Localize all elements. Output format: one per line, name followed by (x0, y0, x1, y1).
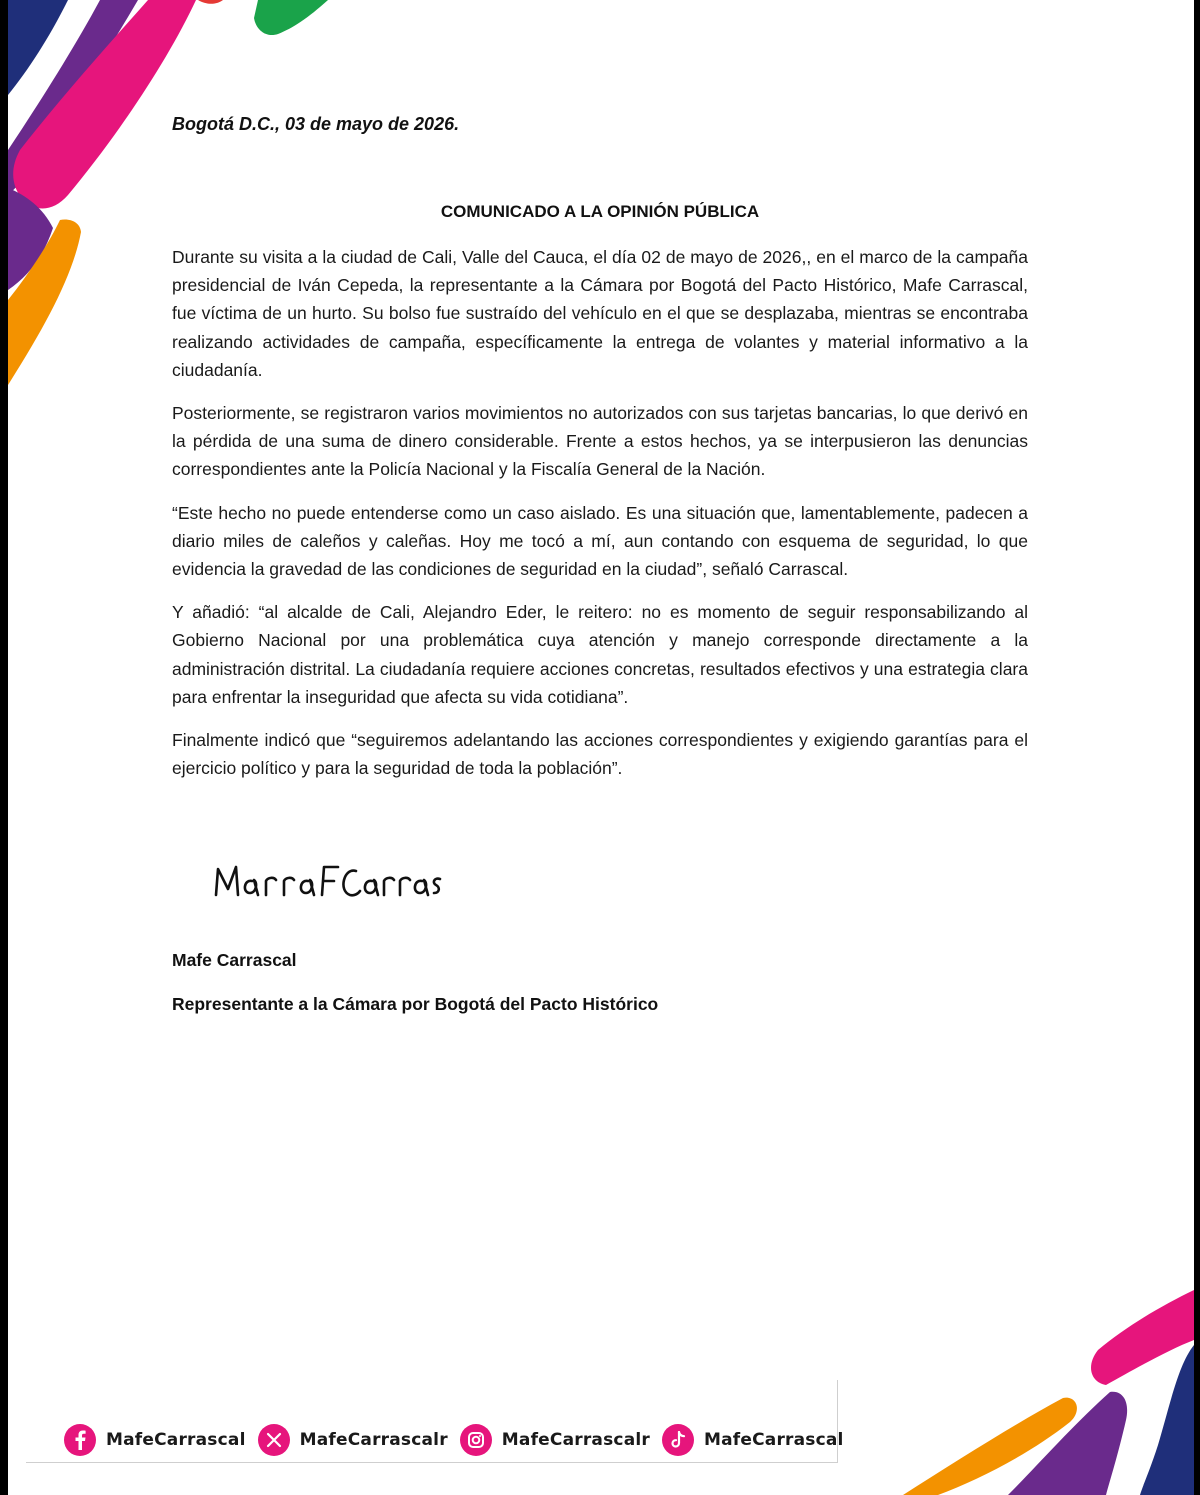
letter-title: COMUNICADO A LA OPINIÓN PÚBLICA (440, 202, 760, 221)
x-icon (258, 1424, 290, 1456)
letter-date: Bogotá D.C., 03 de mayo de 2026. (172, 114, 460, 134)
handwritten-signature (204, 855, 454, 915)
facebook-icon (64, 1424, 96, 1456)
body-paragraph: “Este hecho no puede entenderse como un caso aislado. Es una situación que, lamentablemente, padecen a diario miles de caleños y caleñas. Hoy me tocó a mí, aun contando con esquema de seguridad, lo que evidencia la gravedad de las condiciones de seguridad en la ciudad”, señaló Carrascal. (172, 502, 1028, 580)
body-paragraph: Y añadió: “al alcalde de Cali, Alejandro Eder, le reitero: no es momento de seguir responsabilizando al Gobierno Nacional por una problemática cuya atención y manejo corresponde directamente a la administración distrital. La ciudadanía requiere acciones concretas, resultados efectivos y una estrategia clara para enfrentar la inseguridad que afecta su vida cotidiana”. (172, 602, 1028, 707)
social-x[interactable] (258, 1424, 448, 1456)
social-facebook[interactable] (64, 1424, 246, 1456)
social-footer (64, 1420, 856, 1460)
letter-page (8, 0, 1194, 1495)
footer-divider (26, 1462, 838, 1463)
instagram-handle: MafeCarrascalr (501, 1430, 650, 1450)
instagram-icon (460, 1424, 492, 1456)
signer-name: Mafe Carrascal (172, 950, 297, 970)
letter-body (172, 243, 1028, 797)
tiktok-handle: MafeCarrascal (703, 1430, 844, 1450)
facebook-handle: MafeCarrascal (106, 1430, 246, 1450)
body-paragraph: Durante su visita a la ciudad de Cali, Valle del Cauca, el día 02 de mayo de 2026,, en el marco de la campaña presidencial de Iván Cepeda, la representante a la Cámara por Bogotá del Pacto Histórico, Mafe Carrascal, fue víctima de un hurto. Su bolso fue sustraído del vehículo en el que se desplazaba, mientras se encontraba realizando actividades de campaña, específicamente la entrega de volantes y material informativo a la ciudadanía. (172, 247, 1028, 380)
social-tiktok[interactable] (662, 1424, 844, 1456)
tiktok-icon (662, 1424, 694, 1456)
social-instagram[interactable] (460, 1424, 650, 1456)
body-paragraph: Posteriormente, se registraron varios movimientos no autorizados con sus tarjetas bancarias, lo que derivó en la pérdida de una suma de dinero considerable. Frente a estos hechos, ya se interpusieron las denuncias correspondientes ante la Policía Nacional y la Fiscalía General de la Nación. (172, 403, 1028, 480)
x-handle: MafeCarrascalr (299, 1430, 448, 1450)
decorative-shapes-bottom-right (878, 1270, 1194, 1495)
body-paragraph: Finalmente indicó que “seguiremos adelantando las acciones correspondientes y exigiendo garantías para el ejercicio político y para la seguridad de toda la población”. (172, 730, 1028, 779)
signer-role: Representante a la Cámara por Bogotá del Pacto Histórico (172, 994, 659, 1014)
